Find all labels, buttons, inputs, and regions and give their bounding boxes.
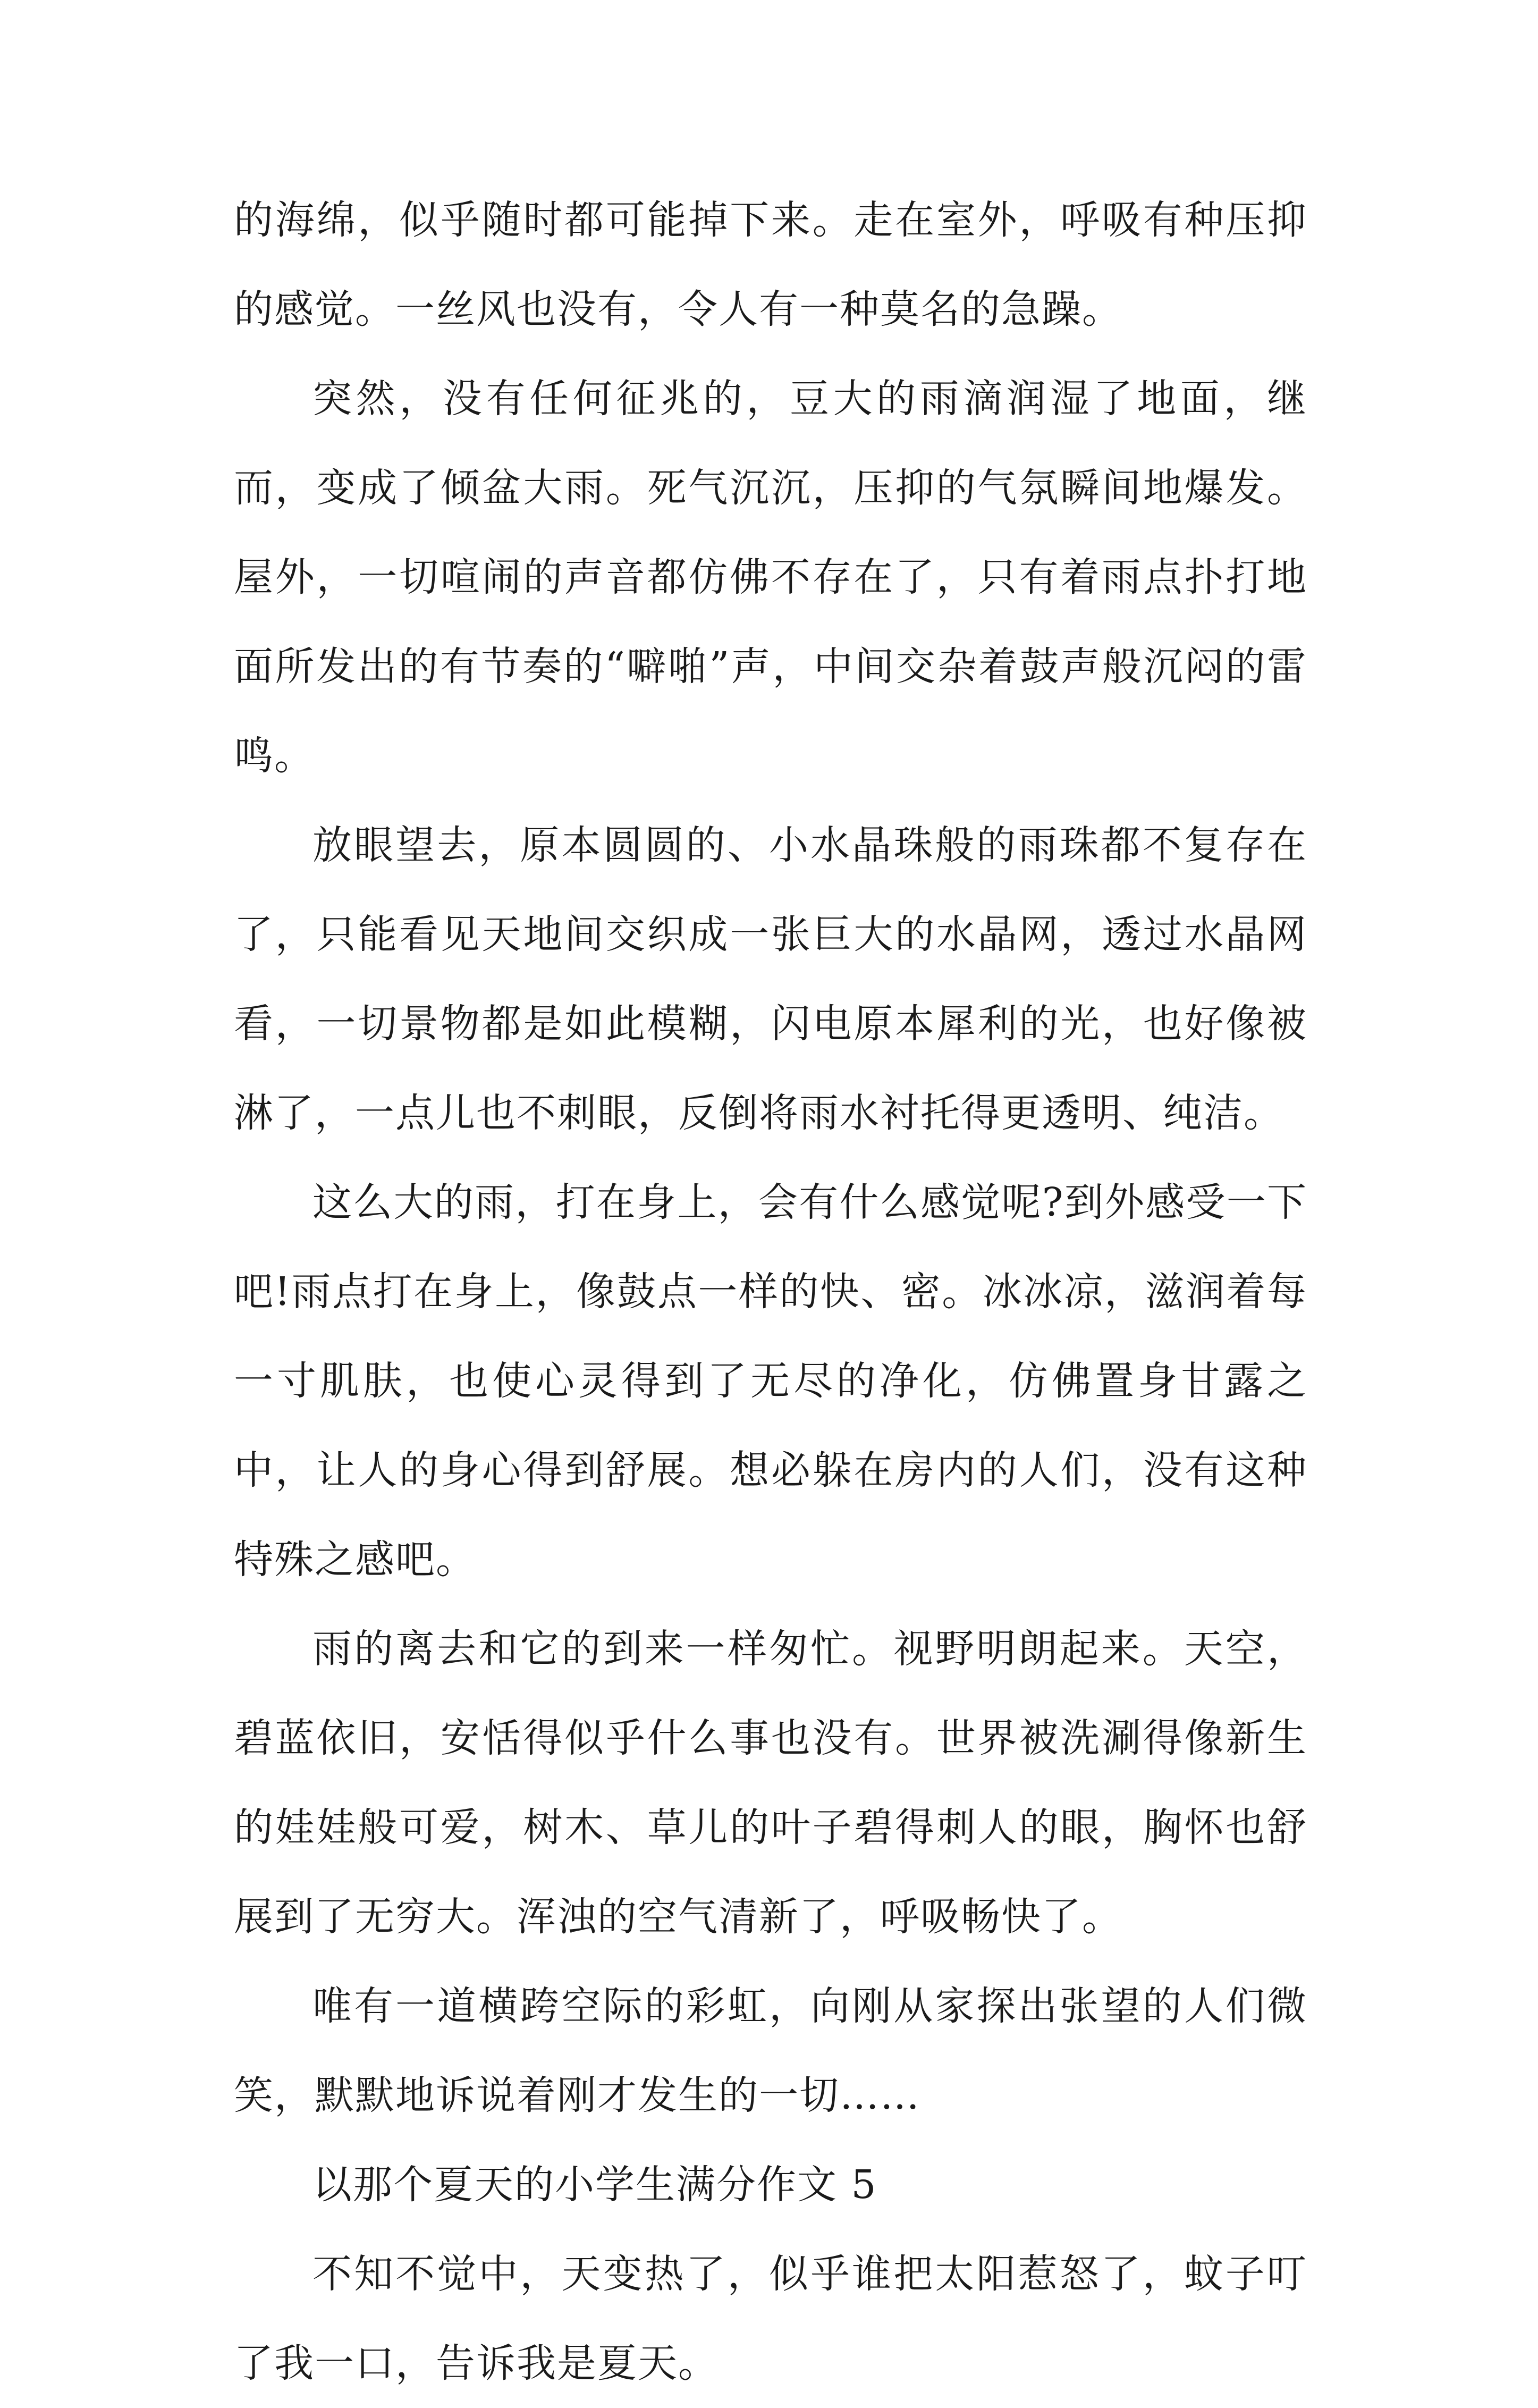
section-title: 以那个夏天的小学生满分作文 5 <box>312 2162 877 2208</box>
paragraph-continued: 的海绵，似乎随时都可能掉下来。走在室外，呼吸有种压抑的感觉。一丝风也没有，令人有一种莫名的急躁。 <box>234 197 1307 332</box>
paragraph: 不知不觉中，天变热了，似乎谁把太阳惹怒了，蚊子叮了我一口，告诉我是夏天。 <box>234 2251 1307 2386</box>
paragraph: 突然，没有任何征兆的，豆大的雨滴润湿了地面，继而，变成了倾盆大雨。死气沉沉，压抑的气氛瞬间地爆发。屋外，一切喧闹的声音都仿佛不存在了，只有着雨点扑打地面所发出的有节奏的“噼啪”声，中间交杂着鼓声般沉闷的雷鸣。 <box>234 376 1307 779</box>
document-body <box>234 175 1307 2408</box>
paragraph: 雨的离去和它的到来一样匆忙。视野明朗起来。天空，碧蓝依旧，安恬得似乎什么事也没有。世界被洗涮得像新生的娃娃般可爱，树木、草儿的叶子碧得刺人的眼，胸怀也舒展到了无穷大。浑浊的空气清新了，呼吸畅快了。 <box>234 1626 1307 1940</box>
paragraph: 这么大的雨，打在身上，会有什么感觉呢?到外感受一下吧!雨点打在身上，像鼓点一样的快、密。冰冰凉，滋润着每一寸肌肤，也使心灵得到了无尽的净化，仿佛置身甘露之中，让人的身心得到舒展。想必躲在房内的人们，没有这种特殊之感吧。 <box>234 1180 1307 1582</box>
paragraph: 放眼望去，原本圆圆的、小水晶珠般的雨珠都不复存在了，只能看见天地间交织成一张巨大的水晶网，透过水晶网看，一切景物都是如此模糊，闪电原本犀利的光，也好像被淋了，一点儿也不刺眼，反倒将雨水衬托得更透明、纯洁。 <box>234 822 1307 1136</box>
paragraph: 唯有一道横跨空际的彩虹，向刚从家探出张望的人们微笑，默默地诉说着刚才发生的一切…… <box>234 1983 1307 2118</box>
